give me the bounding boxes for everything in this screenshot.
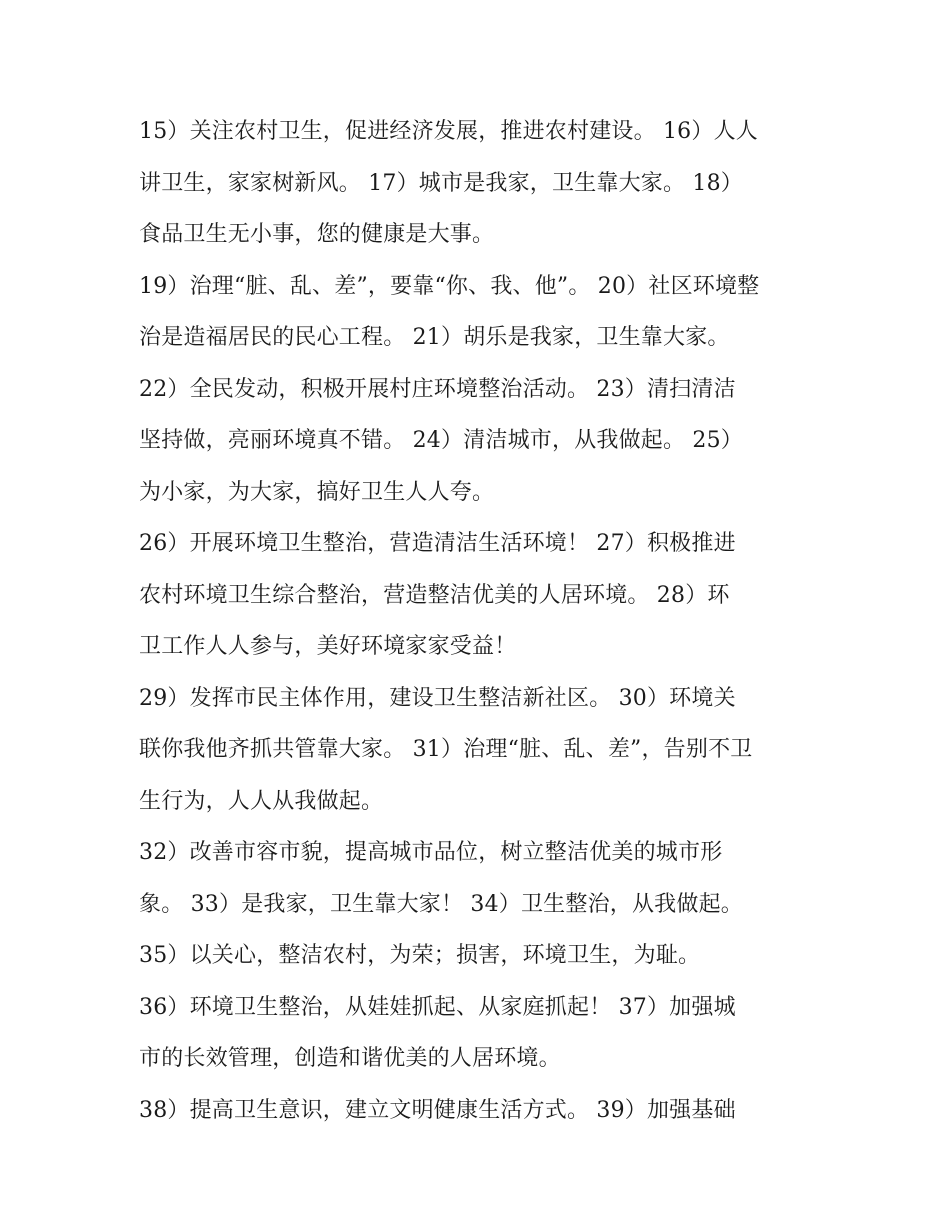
text-line: 食品卫生无小事，您的健康是大事。 [139,222,495,247]
text-line: 联你我他齐抓共管靠大家。 31）治理“脏、乱、差”，告别不卫 [139,737,753,762]
text-line: 讲卫生，家家树新风。 17）城市是我家，卫生靠大家。 18） [139,170,743,196]
text-line: 32）改善市容市貌，提高城市品位，树立整洁优美的城市形 [139,840,723,865]
paragraph-29-31 [139,673,819,828]
paragraph-38-39 [139,1085,819,1137]
text-line: 29）发挥市民主体作用，建设卫生整洁新社区。 30）环境关 [139,685,736,711]
text-line: 36）环境卫生整治，从娃娃抓起、从家庭抓起！ 37）加强城 [139,994,736,1020]
paragraph-32-34 [139,827,819,930]
text-line: 农村环境卫生综合整治，营造整洁优美的人居环境。 28）环 [139,582,730,608]
text-line: 生行为，人人从我做起。 [139,788,384,814]
text-line: 治是造福居民的民心工程。 21）胡乐是我家，卫生靠大家。 [139,325,730,350]
text-line: 坚持做，亮丽环境真不错。 24）清洁城市，从我做起。 25） [139,428,743,453]
text-line: 35）以关心，整洁农村，为荣；损害，环境卫生，为耻。 [139,943,701,968]
text-line: 26）开展环境卫生整治，营造清洁生活环境！ 27）积极推进 [139,531,736,556]
document-body [139,106,819,1136]
text-line: 15）关注农村卫生，促进经济发展，推进农村建设。 16）人人 [139,119,758,144]
text-line: 19）治理“脏、乱、差”，要靠“你、我、他”。 20）社区环境整 [139,273,760,299]
text-line: 卫工作人人参与，美好环境家家受益！ [139,634,517,659]
paragraph-19-21 [139,261,819,364]
text-line: 为小家，为大家，搞好卫生人人夸。 [139,479,495,505]
paragraph-36-37 [139,982,819,1085]
text-line: 象。 33）是我家，卫生靠大家！ 34）卫生整治，从我做起。 [139,891,743,917]
paragraph-26-28 [139,518,819,673]
paragraph-35 [139,930,819,982]
text-line: 38）提高卫生意识，建立文明健康生活方式。 39）加强基础 [139,1097,736,1123]
paragraph-15-18 [139,106,819,261]
text-line: 市的长效管理，创造和谐优美的人居环境。 [139,1046,561,1071]
paragraph-22-25 [139,364,819,519]
text-line: 22）全民发动，积极开展村庄环境整治活动。 23）清扫清洁 [139,376,736,402]
